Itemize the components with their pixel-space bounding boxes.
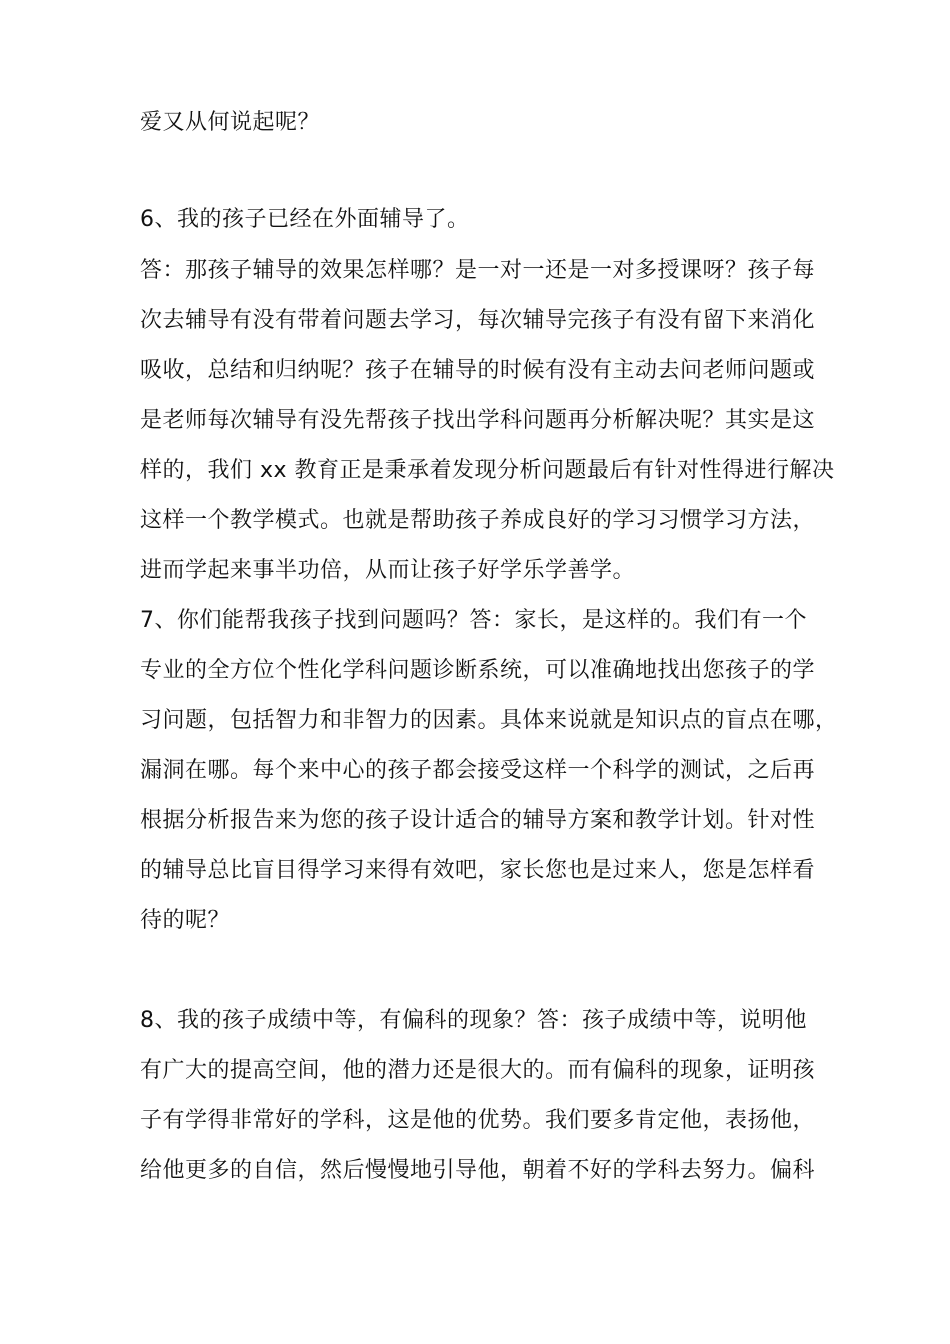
answer-6-line: 是老师每次辅导有没先帮孩子找出学科问题再分析解决呢？其实是这	[140, 408, 816, 433]
answer-7-line: 漏洞在哪。每个来中心的孩子都会接受这样一个科学的测试，之后再	[140, 758, 816, 783]
answer-6-line: 这样一个教学模式。也就是帮助孩子养成良好的学习习惯学习方法，	[140, 508, 816, 533]
answer-6-line: 进而学起来事半功倍，从而让孩子好学乐学善学。	[140, 558, 636, 583]
question-7-line: 7、你们能帮我孩子找到问题吗？答：家长，是这样的。我们有一个	[140, 608, 807, 633]
answer-6-line: 样的，我们 xx 教育正是秉承着发现分析问题最后有针对性得进行解决	[140, 458, 835, 483]
answer-7-line: 习问题，包括智力和非智力的因素。具体来说就是知识点的盲点在哪，	[140, 708, 838, 733]
answer-8-line: 子有学得非常好的学科，这是他的优势。我们要多肯定他，表扬他，	[140, 1108, 816, 1133]
answer-6-line: 答：那孩子辅导的效果怎样哪？是一对一还是一对多授课呀？孩子每	[140, 258, 816, 283]
question-6-heading: 6、我的孩子已经在外面辅导了。	[140, 207, 470, 232]
text-line: 爱又从何说起呢？	[140, 110, 321, 135]
answer-7-line: 专业的全方位个性化学科问题诊断系统，可以准确地找出您孩子的学	[140, 658, 816, 683]
question-8-line: 8、我的孩子成绩中等，有偏科的现象？答：孩子成绩中等，说明他	[140, 1008, 807, 1033]
answer-7-line: 待的呢？	[140, 908, 231, 933]
answer-8-line: 有广大的提高空间，他的潜力还是很大的。而有偏科的现象，证明孩	[140, 1058, 816, 1083]
answer-6-line: 吸收，总结和归纳呢？孩子在辅导的时候有没有主动去问老师问题或	[140, 358, 816, 383]
answer-7-line: 的辅导总比盲目得学习来得有效吧，家长您也是过来人，您是怎样看	[140, 858, 816, 883]
answer-6-line: 次去辅导有没有带着问题去学习，每次辅导完孩子有没有留下来消化	[140, 308, 816, 333]
answer-7-line: 根据分析报告来为您的孩子设计适合的辅导方案和教学计划。针对性	[140, 808, 816, 833]
answer-8-line: 给他更多的自信，然后慢慢地引导他，朝着不好的学科去努力。偏科	[140, 1158, 816, 1183]
